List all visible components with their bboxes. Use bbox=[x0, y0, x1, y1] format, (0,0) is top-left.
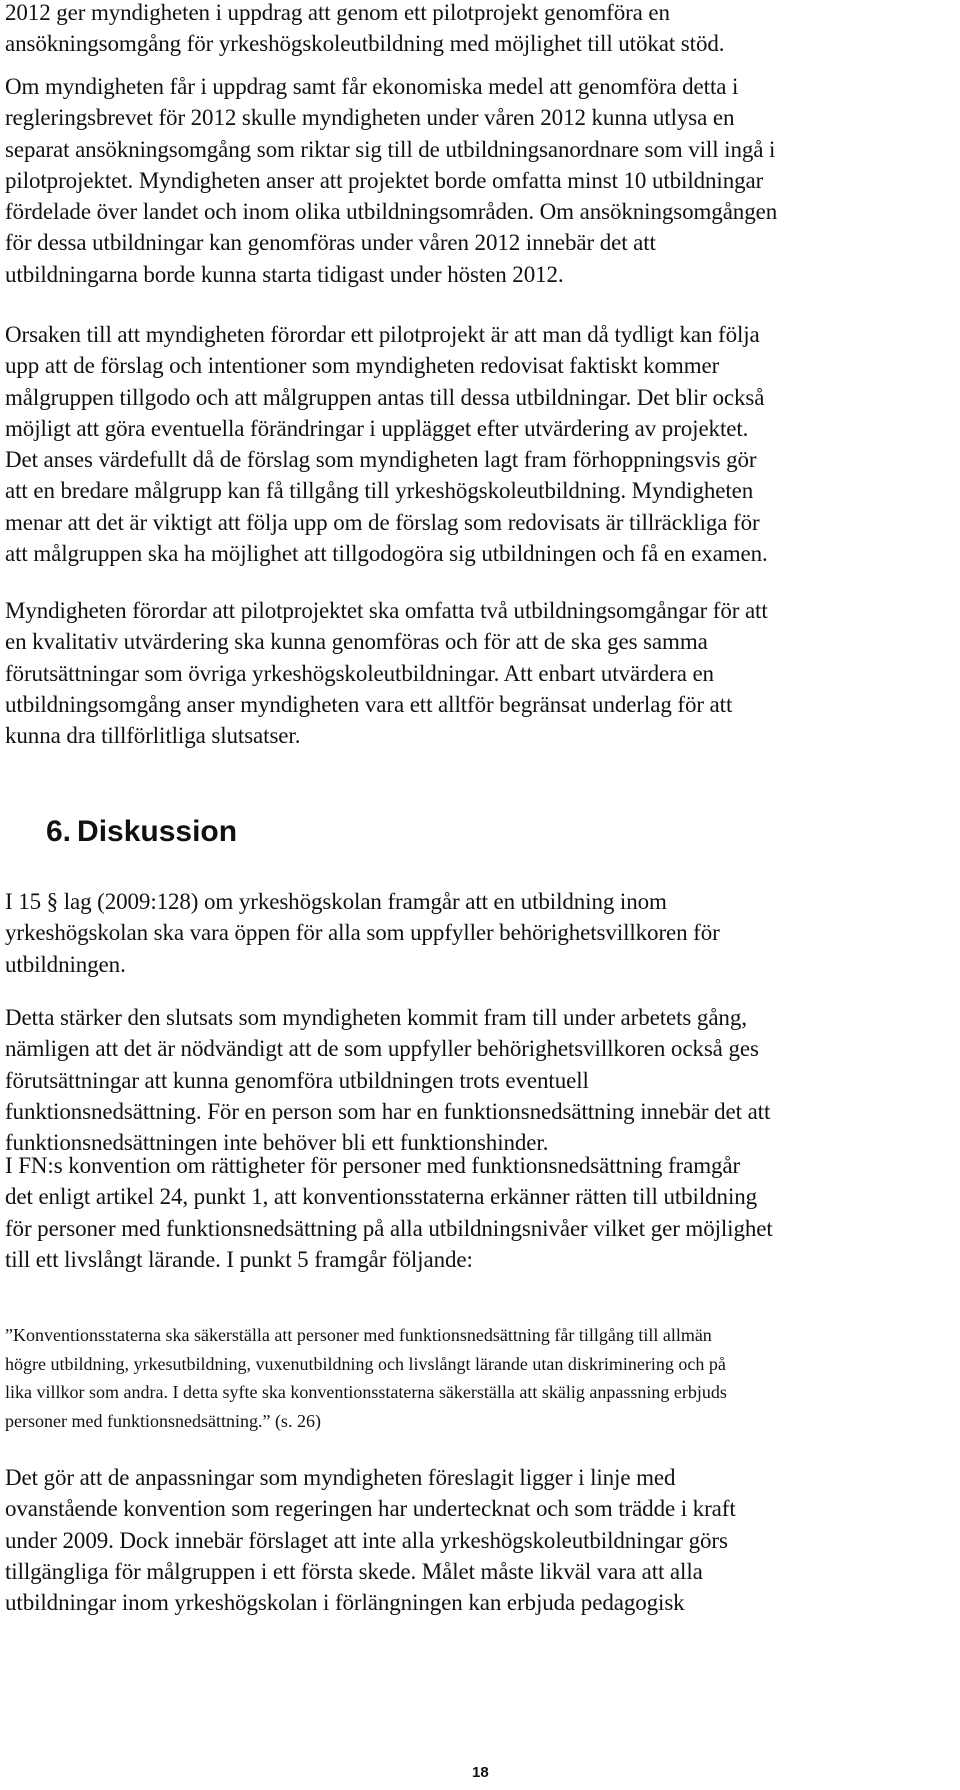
body-paragraph: Det gör att de anpassningar som myndigheten föreslagit ligger i linje med ovanstående konvention som regeringen har undertecknat och som trädde i kraft under 2009. Dock innebär förslaget att inte alla yrkeshögskoleutbildningar görs tillgängliga för målgruppen i ett första skede. Målet måste likväl vara att alla utbildningar inom yrkeshögskolan i förlängningen kan erbjuda pedagogisk bbox=[5, 1465, 736, 1616]
body-paragraph: 2012 ger myndigheten i uppdrag att genom ett pilotprojekt genomföra en ansökningsomgång för yrkeshögskoleutbildning med möjlighet till utökat stöd. bbox=[5, 0, 725, 57]
body-paragraph: Myndigheten förordar att pilotprojektet ska omfatta två utbildningsomgångar för att en kvalitativ utvärdering ska kunna genomföras och för att de ska ges samma förutsättningar som övriga yrkeshögskoleutbildningar. Att enbart utvärdera en utbildningsomgång anser myndigheten vara ett alltför begränsat underlag för att kunna dra tillförlitliga slutsatser. bbox=[5, 598, 768, 749]
body-paragraph: Om myndigheten får i uppdrag samt får ekonomiska medel att genomföra detta i regleringsbrevet för 2012 skulle myndigheten under våren 2012 kunna utlysa en separat ansökningsomgång som riktar sig till de utbildningsanordnare som vill ingå i pilotprojektet. Myndigheten anser att projektet borde omfatta minst 10 utbildningar fördelade över landet och inom olika utbildningsområden. Om ansökningsomgången för dessa utbildningar kan genomföras under våren 2012 innebär det att utbildningarna borde kunna starta tidigast under hösten 2012. bbox=[5, 74, 778, 287]
body-paragraph: I 15 § lag (2009:128) om yrkeshögskolan framgår att en utbildning inom yrkeshögskolan ska vara öppen för alla som uppfyller behörighetsvillkoren för utbildningen. bbox=[5, 889, 720, 977]
body-paragraph: Orsaken till att myndigheten förordar ett pilotprojekt är att man då tydligt kan följa upp att de förslag och intentioner som myndigheten redovisat faktiskt kommer målgruppen tillgodo och att målgruppen antas till dessa utbildningar. Det blir också möjligt att göra eventuella förändringar i upplägget efter utvärdering av projektet. Det anses värdefullt då de förslag som myndigheten lagt fram förhoppningsvis gör att en bredare målgrupp kan få tillgång till yrkeshögskoleutbildning. Myndigheten menar att det är viktigt att följa upp om de förslag som redovisats är tillräckliga för att målgruppen ska ha möjlighet att tillgodogöra sig utbildningen och få en examen. bbox=[5, 322, 768, 567]
section-heading bbox=[46, 814, 237, 850]
section-number: 6. bbox=[46, 815, 72, 848]
page-number: 18 bbox=[472, 1764, 489, 1781]
body-paragraph: Detta stärker den slutsats som myndigheten kommit fram till under arbetets gång, nämligen att det är nödvändigt att de som uppfyller behörighetsvillkoren också ges förutsättningar att kunna genomföra utbildningen trots eventuell funktionsnedsättning. För en person som har en funktionsnedsättning innebär det att funktionsnedsättningen inte behöver bli ett funktionshinder. bbox=[5, 1005, 771, 1156]
block-quote: ”Konventionsstaterna ska säkerställa att personer med funktionsnedsättning får tillgång till allmän högre utbildning, yrkesutbildning, vuxenutbildning och livslångt lärande utan diskriminering och på lika villkor som andra. I detta syfte ska konventionsstaterna säkerställa att skälig anpassning erbjuds personer med funktionsnedsättning.” (s. 26) bbox=[5, 1325, 727, 1431]
body-paragraph: I FN:s konvention om rättigheter för personer med funktionsnedsättning framgår det enligt artikel 24, punkt 1, att konventionsstaterna erkänner rätten till utbildning för personer med funktionsnedsättning på alla utbildningsnivåer vilket ger möjlighet till ett livslångt lärande. I punkt 5 framgår följande: bbox=[5, 1153, 773, 1272]
section-title: Diskussion bbox=[77, 815, 238, 848]
